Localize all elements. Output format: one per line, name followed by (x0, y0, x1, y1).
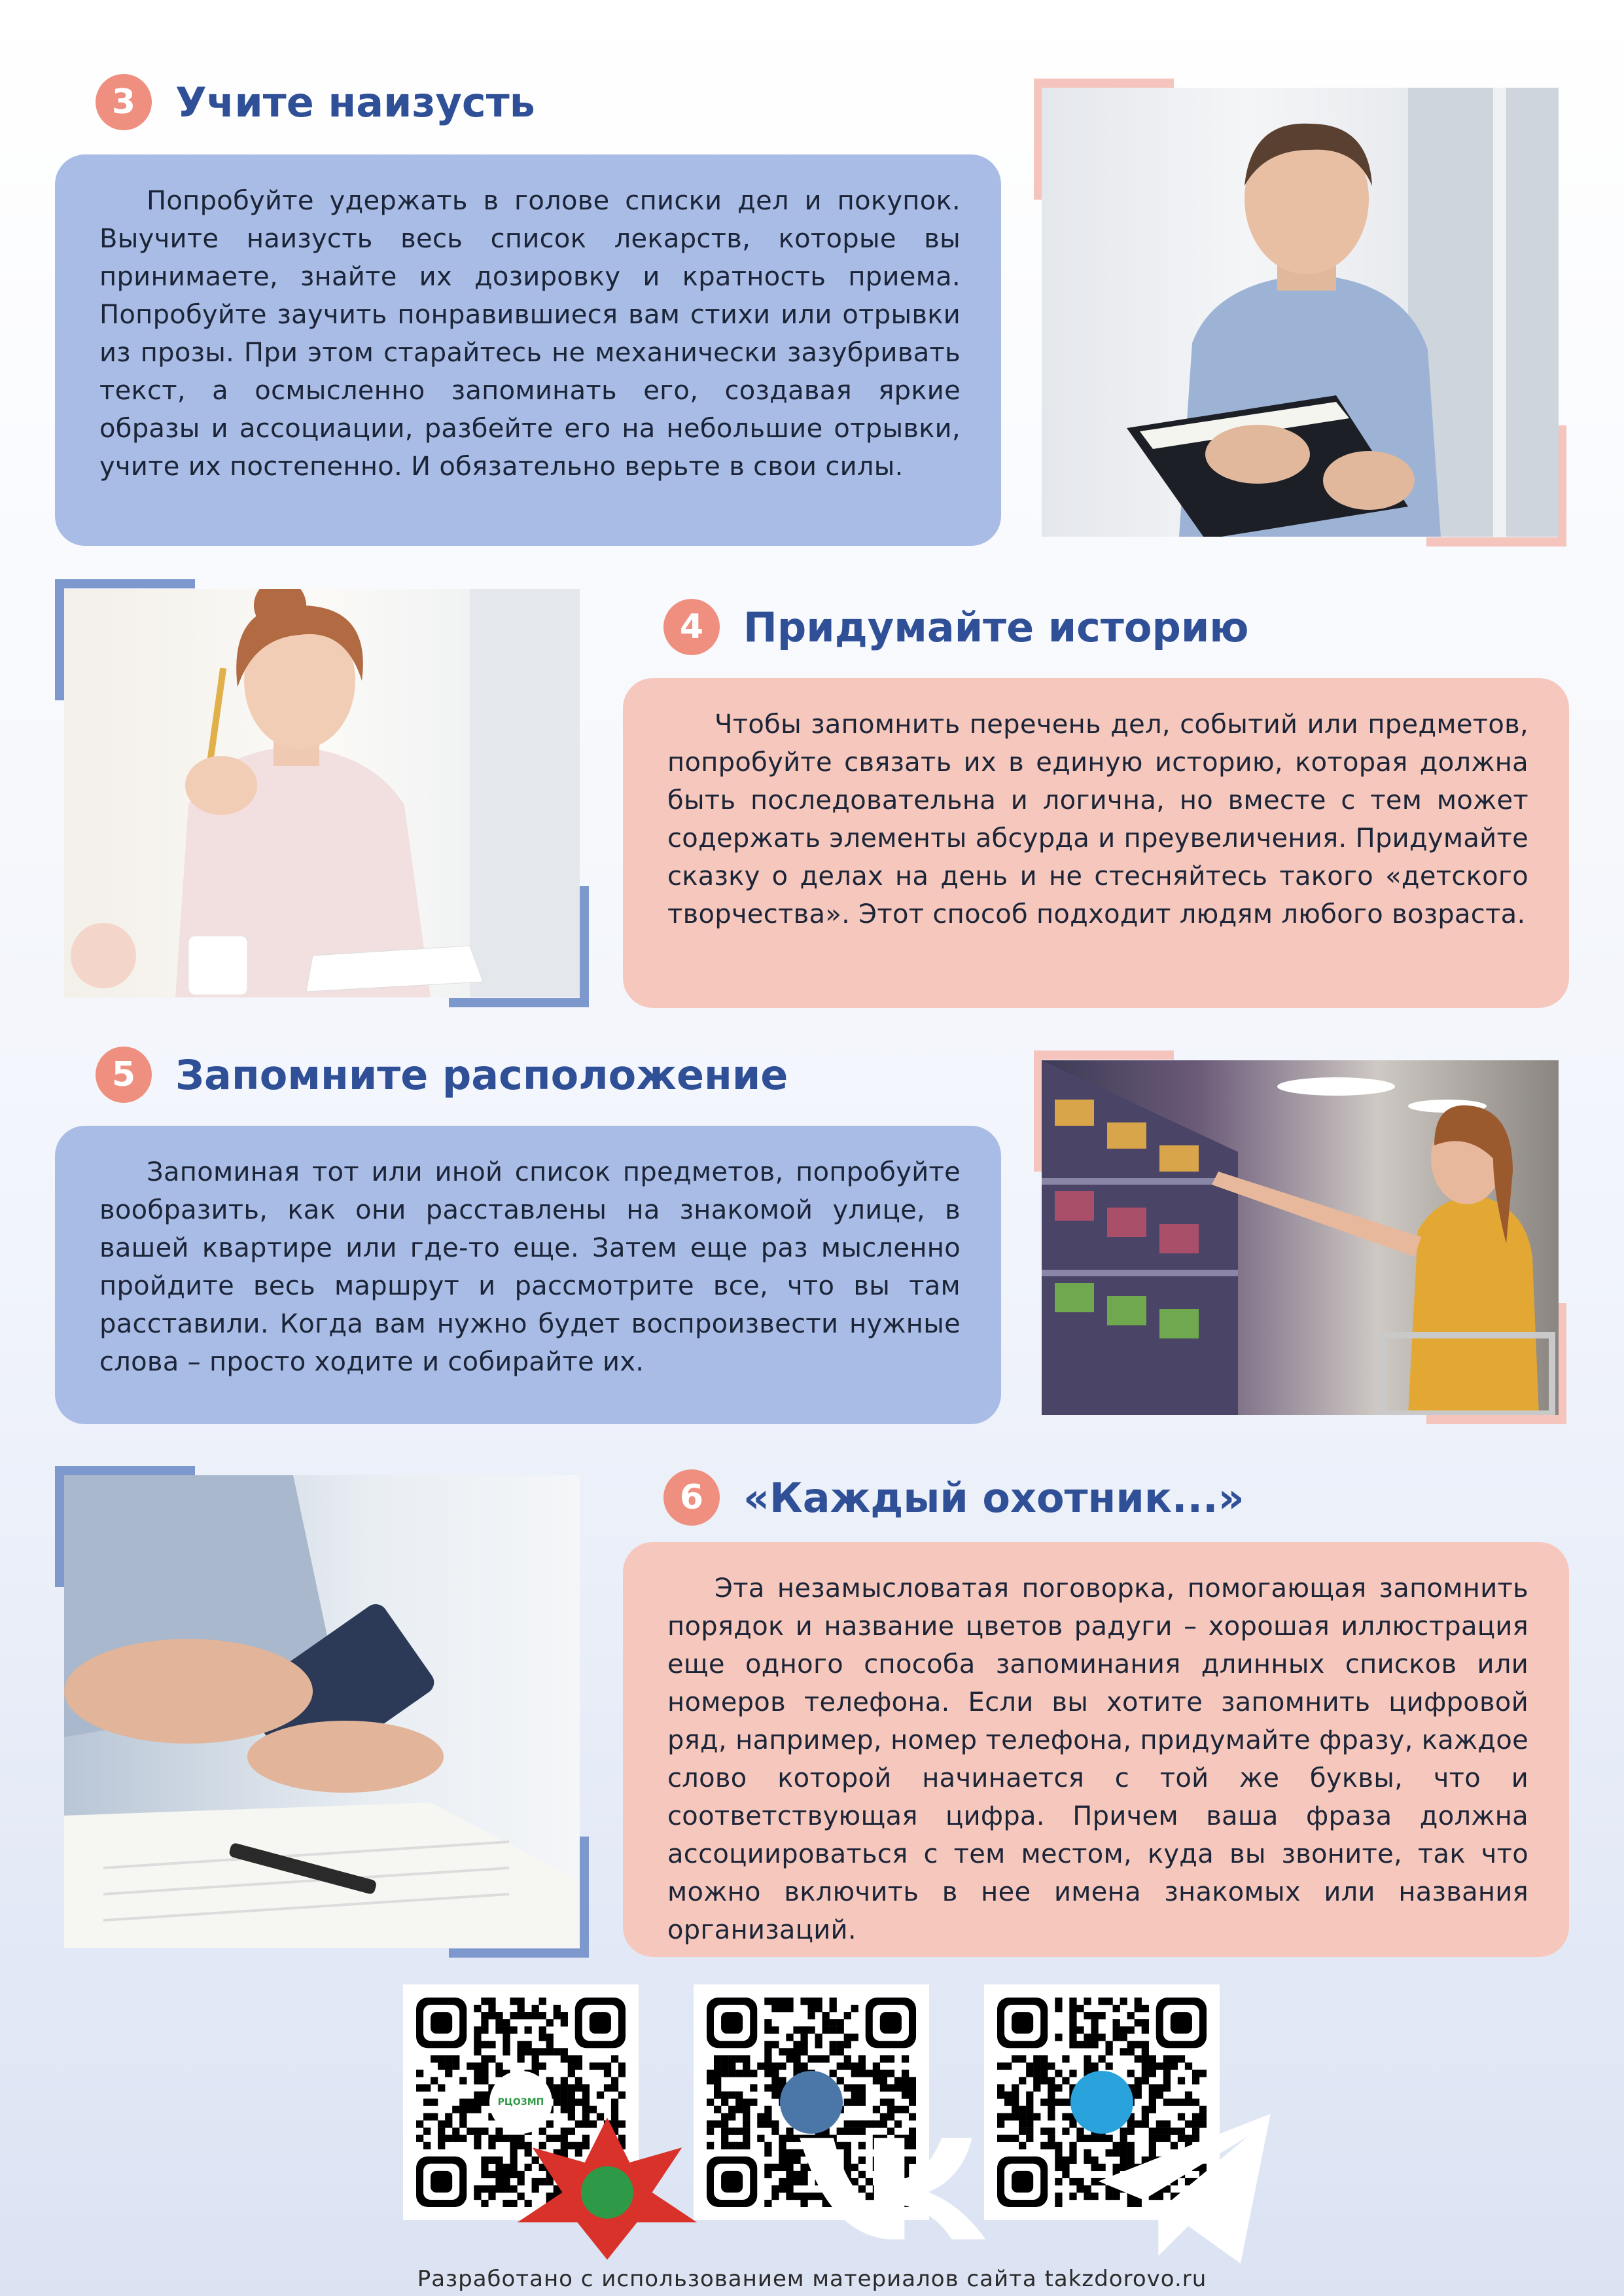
footer-credit: Разработано с использованием материалов сайта takzdorovo.ru (417, 2266, 1207, 2292)
section-title: «Каждый охотник...» (743, 1473, 1244, 1522)
section-text: Запоминая тот или иной список предметов, попробуйте вообразить, как они расставлены на знакомой улице, в вашей квартире или где-то еще. Затем еще раз мысленно пройдите весь маршрут и рассмотрите все, что вы там расставили. Когда вам нужно будет воспроизвести нужные слова – просто ходите и собирайте их. (99, 1157, 961, 1377)
qr-code-rcozmp[interactable] (403, 1984, 639, 2220)
qr-code-vk[interactable] (694, 1984, 929, 2220)
section-3-text-box (55, 154, 1001, 546)
section-number-badge: 6 (663, 1469, 720, 1526)
section-text: Попробуйте удержать в голове списки дел и покупок. Выучите наизусть весь список лекарств, которые вы принимаете, знайте их дозировку и кратность приема. Попробуйте заучить понравившиеся вам стихи или отрывки из прозы. При этом старайтесь не механически зазубривать текст, а осмысленно запоминать его, создавая яркие образы и ассоциации, разбейте его на небольшие отрывки, учите их постепенно. И обязательно верьте в свои силы. (99, 186, 961, 482)
vk-icon (780, 2071, 843, 2134)
section-5-text-box (55, 1126, 1001, 1424)
section-title: Запомните расположение (175, 1050, 788, 1099)
section-6-heading (663, 1469, 1244, 1526)
section-5-heading (96, 1047, 788, 1103)
section-text: Эта незамысловатая поговорка, помогающая запомнить порядок и название цветов радуги – хорошая иллюстрация еще одного способа запоминания длинных списков или номеров телефона. Если вы хотите запомнить цифровой ряд, например, номер телефона, придумайте фразу, каждое слово которой начинается с той же буквы, что и соответствующая цифра. Причем ваша фраза должна ассоциироваться с тем местом, куда вы звоните, так что можно включить в нее имена знакомых или названия организаций. (667, 1573, 1528, 1945)
section-3-heading (96, 74, 535, 130)
rcozmp-logo-text: РЦОЗМП (497, 2097, 544, 2108)
section-6-text-box (623, 1542, 1569, 1957)
photo-man-writing-notebook (1042, 88, 1559, 537)
qr-code-telegram[interactable] (984, 1984, 1220, 2220)
rcozmp-logo (489, 2071, 552, 2134)
section-4-text-box (623, 678, 1569, 1008)
photo-hands-with-phone (64, 1475, 580, 1948)
photo-woman-supermarket (1042, 1060, 1559, 1415)
section-number-badge: 4 (663, 599, 720, 655)
section-number-badge: 3 (96, 74, 152, 130)
photo-woman-thinking (64, 589, 580, 997)
section-number-badge: 5 (96, 1047, 152, 1103)
rcozmp-emblem-icon (503, 2084, 712, 2293)
telegram-icon (1070, 2071, 1133, 2134)
section-title: Учите наизусть (175, 78, 535, 126)
section-title: Придумайте историю (743, 603, 1249, 651)
section-4-heading (663, 599, 1249, 655)
section-text: Чтобы запомнить перечень дел, событий или предметов, попробуйте связать их в единую историю, которая должна быть последовательна и логична, но вместе с тем может содержать элементы абсурда и преувеличения. Придумайте сказку о делах на день и не стесняйтесь такого «детского творчества». Этот способ подходит людям любого возраста. (667, 709, 1528, 929)
